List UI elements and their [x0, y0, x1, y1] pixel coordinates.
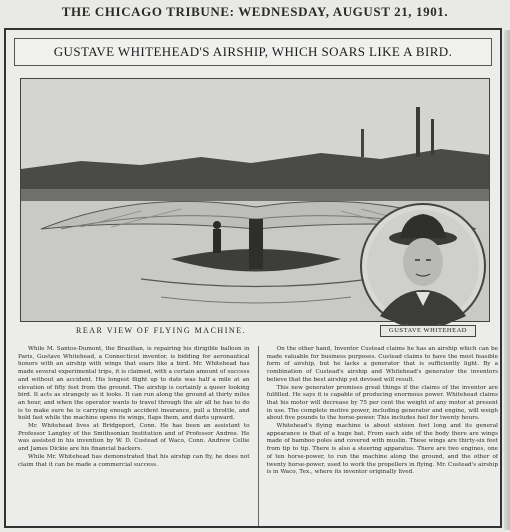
paragraph: While Mr. Whitehead has demonstrated that his airship can fly, he does not claim that it can be made a commercial success.: [18, 453, 250, 468]
whitehead-portrait: [358, 198, 488, 340]
article-column-left: [18, 346, 250, 526]
page-edge: [504, 30, 510, 530]
newspaper-masthead: THE CHICAGO TRIBUNE: WEDNESDAY, AUGUST 21, 1901.: [61, 4, 449, 19]
paragraph: While M. Santos-Dumont, the Brazilian, is repairing his dirigible balloon in Paris, Gustave Whitehead, a Connecticut inventor, is bidding for aeronautical honors with an airship with wings that soars like a bird. Mr. Whitehead has made several experimental trips, it is claimed, with a certain amount of success and without an accident. His longest flight up to date was half a mile at an elevation of fifty feet from the ground. The airship is certainly a queer looking bird. It acts as strangely as it looks. It can run along the ground at thirty miles an hour, and when the operator wants to travel through the air all he has to do is to make sure he is carrying enough accident insurance, pull a throttle, and hold fast while the machine opens its wings, flaps them, and darts upward.: [18, 346, 250, 422]
column-divider: [258, 346, 259, 526]
portrait-caption: GUSTAVE WHITEHEAD: [380, 325, 476, 337]
paragraph: This new generator promises great things if the claims of the inventor are fulfilled. He says it is capable of producing enormous power. Whitehead claims that his motor will decrease by 75 per cent the weight of any motor at present in use. The complete motive power, including generator and engine, will weigh about five pounds to the horse-power. This includes fuel for twenty hours.: [266, 384, 498, 422]
article-frame: [4, 28, 502, 528]
article-headline: GUSTAVE WHITEHEAD'S AIRSHIP, WHICH SOARS LIKE A BIRD.: [14, 38, 492, 66]
paragraph: Mr. Whitehead lives at Bridgeport, Conn. He has been an assistant to Professor Langley of the Smithsonian Institution and of Professor Andree. He was assisted in his invention by W. D. Custead of Waco, Conn. Andrew Cellie and James Dickie are his financial backers.: [18, 423, 250, 453]
article-column-right: [267, 346, 499, 526]
paragraph: Whitehead's flying machine is about sixteen feet long and its general appearance is that of a huge bat. From each side of the body there are wings made of bamboo poles and covered with muslin. These wings are thirty-six feet from tip to tip. There is also a steering apparatus. There are two engines, one of ten horse-power, to run the machine along the ground, and the other of twenty horse-power, used to work the propellers in flying. Mr. Custead's airship is in Waco, Tex., where its inventor originally lived.: [266, 423, 498, 476]
article-body: [18, 346, 498, 526]
paragraph: On the other hand, Inventor Custead claims he has an airship which can be made valuable for business purposes. Custead claims to have the most feasible form of airship, but he lacks a generator that is sufficiently light. By a combination of Custead's airship and Whitehead's generator the inventors believe that the best airship yet devised will result.: [266, 346, 498, 383]
photo-caption: REAR VIEW OF FLYING MACHINE.: [76, 326, 247, 335]
